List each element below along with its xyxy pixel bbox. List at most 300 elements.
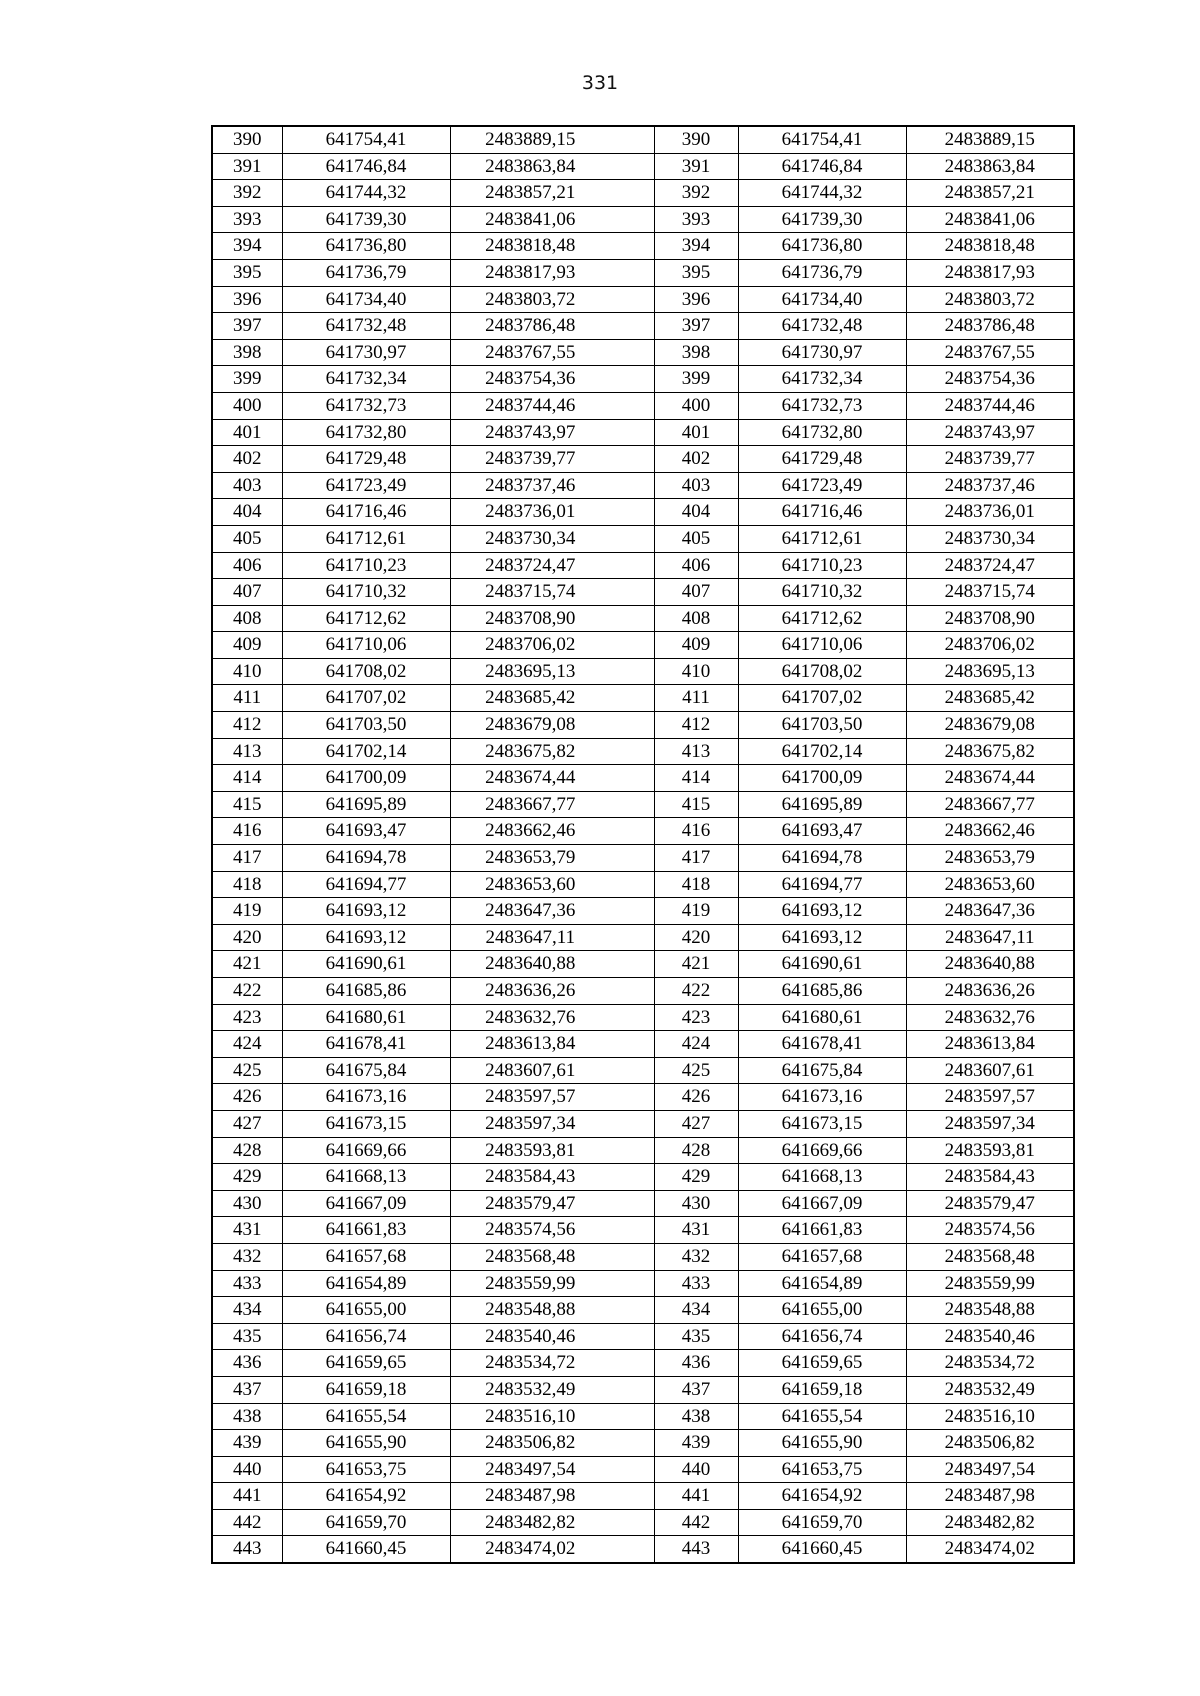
right-point-number: 411 xyxy=(654,685,738,712)
right-x-coordinate: 641694,78 xyxy=(738,845,906,872)
right-x-coordinate: 641739,30 xyxy=(738,206,906,233)
table-row xyxy=(212,552,1086,579)
table-spacer-cell xyxy=(610,233,654,260)
table-row xyxy=(212,180,1086,207)
right-y-coordinate: 2483647,11 xyxy=(906,924,1074,951)
table-spacer-cell xyxy=(610,259,654,286)
right-point-number: 410 xyxy=(654,658,738,685)
table-spacer-cell xyxy=(610,1084,654,1111)
right-point-number: 426 xyxy=(654,1084,738,1111)
left-point-number: 428 xyxy=(212,1137,282,1164)
table-spacer-cell xyxy=(610,1004,654,1031)
table-row xyxy=(212,233,1086,260)
left-y-coordinate: 2483482,82 xyxy=(450,1509,610,1536)
left-y-coordinate: 2483889,15 xyxy=(450,126,610,153)
left-x-coordinate: 641712,62 xyxy=(282,605,450,632)
right-y-coordinate: 2483579,47 xyxy=(906,1190,1074,1217)
right-point-number: 407 xyxy=(654,579,738,606)
left-point-number: 395 xyxy=(212,259,282,286)
left-x-coordinate: 641707,02 xyxy=(282,685,450,712)
table-row xyxy=(212,818,1086,845)
table-spacer-cell xyxy=(610,1350,654,1377)
table-row xyxy=(212,579,1086,606)
right-point-number: 427 xyxy=(654,1110,738,1137)
table-row xyxy=(212,1217,1086,1244)
table-spacer-cell xyxy=(610,1243,654,1270)
left-x-coordinate: 641694,78 xyxy=(282,845,450,872)
right-y-coordinate: 2483607,61 xyxy=(906,1057,1074,1084)
right-y-coordinate: 2483706,02 xyxy=(906,632,1074,659)
right-x-coordinate: 641690,61 xyxy=(738,951,906,978)
right-x-coordinate: 641668,13 xyxy=(738,1164,906,1191)
right-x-coordinate: 641685,86 xyxy=(738,978,906,1005)
right-point-number: 424 xyxy=(654,1031,738,1058)
table-spacer-cell xyxy=(610,685,654,712)
table-spacer-cell xyxy=(610,658,654,685)
table-row xyxy=(212,339,1086,366)
right-y-coordinate: 2483574,56 xyxy=(906,1217,1074,1244)
right-point-number: 442 xyxy=(654,1509,738,1536)
right-point-number: 406 xyxy=(654,552,738,579)
right-x-coordinate: 641730,97 xyxy=(738,339,906,366)
right-x-coordinate: 641732,73 xyxy=(738,392,906,419)
left-y-coordinate: 2483584,43 xyxy=(450,1164,610,1191)
left-y-coordinate: 2483597,34 xyxy=(450,1110,610,1137)
table-spacer-cell xyxy=(610,446,654,473)
right-y-coordinate: 2483516,10 xyxy=(906,1403,1074,1430)
right-point-number: 433 xyxy=(654,1270,738,1297)
right-y-coordinate: 2483597,57 xyxy=(906,1084,1074,1111)
left-x-coordinate: 641716,46 xyxy=(282,499,450,526)
right-x-coordinate: 641653,75 xyxy=(738,1456,906,1483)
left-x-coordinate: 641734,40 xyxy=(282,286,450,313)
right-x-coordinate: 641732,48 xyxy=(738,313,906,340)
table-spacer-cell xyxy=(610,1217,654,1244)
right-x-coordinate: 641708,02 xyxy=(738,658,906,685)
table-spacer-cell xyxy=(610,206,654,233)
right-point-number: 434 xyxy=(654,1297,738,1324)
table-spacer-cell xyxy=(610,951,654,978)
right-point-number: 393 xyxy=(654,206,738,233)
table-row xyxy=(212,472,1086,499)
left-y-coordinate: 2483737,46 xyxy=(450,472,610,499)
right-x-coordinate: 641659,65 xyxy=(738,1350,906,1377)
table-row xyxy=(212,871,1086,898)
right-x-coordinate: 641712,62 xyxy=(738,605,906,632)
right-x-coordinate: 641732,80 xyxy=(738,419,906,446)
right-x-coordinate: 641716,46 xyxy=(738,499,906,526)
table-row xyxy=(212,978,1086,1005)
left-point-number: 442 xyxy=(212,1509,282,1536)
table-spacer-cell xyxy=(610,392,654,419)
right-point-number: 418 xyxy=(654,871,738,898)
right-y-coordinate: 2483715,74 xyxy=(906,579,1074,606)
left-point-number: 404 xyxy=(212,499,282,526)
right-x-coordinate: 641654,92 xyxy=(738,1483,906,1510)
right-point-number: 428 xyxy=(654,1137,738,1164)
left-y-coordinate: 2483754,36 xyxy=(450,366,610,393)
left-y-coordinate: 2483632,76 xyxy=(450,1004,610,1031)
table-spacer-cell xyxy=(610,286,654,313)
table-spacer-cell xyxy=(610,845,654,872)
left-x-coordinate: 641659,70 xyxy=(282,1509,450,1536)
table-spacer-cell xyxy=(610,1430,654,1457)
table-spacer-cell xyxy=(610,499,654,526)
table-row xyxy=(212,1243,1086,1270)
left-x-coordinate: 641685,86 xyxy=(282,978,450,1005)
left-point-number: 402 xyxy=(212,446,282,473)
right-y-coordinate: 2483534,72 xyxy=(906,1350,1074,1377)
right-x-coordinate: 641732,34 xyxy=(738,366,906,393)
left-point-number: 396 xyxy=(212,286,282,313)
left-x-coordinate: 641680,61 xyxy=(282,1004,450,1031)
right-x-coordinate: 641673,16 xyxy=(738,1084,906,1111)
left-point-number: 399 xyxy=(212,366,282,393)
table-spacer-cell xyxy=(610,712,654,739)
right-point-number: 403 xyxy=(654,472,738,499)
left-y-coordinate: 2483653,60 xyxy=(450,871,610,898)
table-spacer-cell xyxy=(610,1376,654,1403)
right-point-number: 397 xyxy=(654,313,738,340)
left-x-coordinate: 641659,65 xyxy=(282,1350,450,1377)
left-y-coordinate: 2483685,42 xyxy=(450,685,610,712)
left-y-coordinate: 2483516,10 xyxy=(450,1403,610,1430)
right-x-coordinate: 641710,23 xyxy=(738,552,906,579)
left-y-coordinate: 2483607,61 xyxy=(450,1057,610,1084)
left-point-number: 430 xyxy=(212,1190,282,1217)
table-spacer-cell xyxy=(610,339,654,366)
left-point-number: 425 xyxy=(212,1057,282,1084)
left-y-coordinate: 2483653,79 xyxy=(450,845,610,872)
right-x-coordinate: 641675,84 xyxy=(738,1057,906,1084)
right-y-coordinate: 2483662,46 xyxy=(906,818,1074,845)
left-point-number: 432 xyxy=(212,1243,282,1270)
left-point-number: 433 xyxy=(212,1270,282,1297)
right-x-coordinate: 641712,61 xyxy=(738,525,906,552)
left-x-coordinate: 641654,92 xyxy=(282,1483,450,1510)
right-point-number: 416 xyxy=(654,818,738,845)
right-x-coordinate: 641693,12 xyxy=(738,898,906,925)
table-row xyxy=(212,1084,1086,1111)
table-spacer-cell xyxy=(610,1190,654,1217)
right-point-number: 390 xyxy=(654,126,738,153)
left-point-number: 437 xyxy=(212,1376,282,1403)
left-point-number: 436 xyxy=(212,1350,282,1377)
left-point-number: 441 xyxy=(212,1483,282,1510)
right-y-coordinate: 2483653,60 xyxy=(906,871,1074,898)
right-x-coordinate: 641723,49 xyxy=(738,472,906,499)
right-y-coordinate: 2483724,47 xyxy=(906,552,1074,579)
left-y-coordinate: 2483679,08 xyxy=(450,712,610,739)
left-point-number: 439 xyxy=(212,1430,282,1457)
left-y-coordinate: 2483708,90 xyxy=(450,605,610,632)
left-y-coordinate: 2483662,46 xyxy=(450,818,610,845)
table-row xyxy=(212,765,1086,792)
table-row xyxy=(212,1137,1086,1164)
table-row xyxy=(212,153,1086,180)
table-spacer-cell xyxy=(610,1456,654,1483)
left-x-coordinate: 641669,66 xyxy=(282,1137,450,1164)
table-spacer-cell xyxy=(610,525,654,552)
table-row xyxy=(212,366,1086,393)
right-x-coordinate: 641680,61 xyxy=(738,1004,906,1031)
left-x-coordinate: 641732,48 xyxy=(282,313,450,340)
table-spacer-cell xyxy=(610,180,654,207)
left-y-coordinate: 2483674,44 xyxy=(450,765,610,792)
table-row xyxy=(212,1031,1086,1058)
left-x-coordinate: 641739,30 xyxy=(282,206,450,233)
right-y-coordinate: 2483568,48 xyxy=(906,1243,1074,1270)
right-point-number: 405 xyxy=(654,525,738,552)
right-x-coordinate: 641655,00 xyxy=(738,1297,906,1324)
left-y-coordinate: 2483767,55 xyxy=(450,339,610,366)
left-point-number: 421 xyxy=(212,951,282,978)
left-x-coordinate: 641655,00 xyxy=(282,1297,450,1324)
right-x-coordinate: 641657,68 xyxy=(738,1243,906,1270)
right-point-number: 412 xyxy=(654,712,738,739)
right-y-coordinate: 2483675,82 xyxy=(906,738,1074,765)
left-point-number: 440 xyxy=(212,1456,282,1483)
left-point-number: 413 xyxy=(212,738,282,765)
left-y-coordinate: 2483613,84 xyxy=(450,1031,610,1058)
left-point-number: 426 xyxy=(212,1084,282,1111)
table-spacer-cell xyxy=(610,126,654,153)
table-spacer-cell xyxy=(610,1536,654,1563)
left-point-number: 417 xyxy=(212,845,282,872)
left-y-coordinate: 2483506,82 xyxy=(450,1430,610,1457)
left-point-number: 424 xyxy=(212,1031,282,1058)
right-point-number: 432 xyxy=(654,1243,738,1270)
left-point-number: 407 xyxy=(212,579,282,606)
left-point-number: 405 xyxy=(212,525,282,552)
right-y-coordinate: 2483754,36 xyxy=(906,366,1074,393)
left-y-coordinate: 2483487,98 xyxy=(450,1483,610,1510)
left-x-coordinate: 641693,12 xyxy=(282,898,450,925)
left-x-coordinate: 641656,74 xyxy=(282,1323,450,1350)
left-point-number: 410 xyxy=(212,658,282,685)
table-row xyxy=(212,1164,1086,1191)
right-point-number: 408 xyxy=(654,605,738,632)
table-row xyxy=(212,1483,1086,1510)
right-point-number: 423 xyxy=(654,1004,738,1031)
table-row xyxy=(212,1190,1086,1217)
table-row xyxy=(212,1509,1086,1536)
left-point-number: 392 xyxy=(212,180,282,207)
right-point-number: 394 xyxy=(654,233,738,260)
left-y-coordinate: 2483559,99 xyxy=(450,1270,610,1297)
right-point-number: 396 xyxy=(654,286,738,313)
table-row xyxy=(212,924,1086,951)
right-point-number: 439 xyxy=(654,1430,738,1457)
table-spacer-cell xyxy=(610,472,654,499)
left-y-coordinate: 2483640,88 xyxy=(450,951,610,978)
left-x-coordinate: 641712,61 xyxy=(282,525,450,552)
table-spacer-cell xyxy=(610,1110,654,1137)
left-y-coordinate: 2483736,01 xyxy=(450,499,610,526)
table-spacer-cell xyxy=(610,1483,654,1510)
right-x-coordinate: 641655,90 xyxy=(738,1430,906,1457)
right-point-number: 415 xyxy=(654,791,738,818)
right-point-number: 441 xyxy=(654,1483,738,1510)
left-x-coordinate: 641673,16 xyxy=(282,1084,450,1111)
left-y-coordinate: 2483647,36 xyxy=(450,898,610,925)
right-x-coordinate: 641693,47 xyxy=(738,818,906,845)
left-y-coordinate: 2483786,48 xyxy=(450,313,610,340)
left-point-number: 427 xyxy=(212,1110,282,1137)
left-y-coordinate: 2483715,74 xyxy=(450,579,610,606)
left-point-number: 409 xyxy=(212,632,282,659)
page-number: 331 xyxy=(581,72,619,94)
table-spacer-cell xyxy=(610,1164,654,1191)
left-x-coordinate: 641746,84 xyxy=(282,153,450,180)
right-y-coordinate: 2483474,02 xyxy=(906,1536,1074,1563)
right-x-coordinate: 641700,09 xyxy=(738,765,906,792)
right-x-coordinate: 641707,02 xyxy=(738,685,906,712)
table-row xyxy=(212,1323,1086,1350)
right-y-coordinate: 2483636,26 xyxy=(906,978,1074,1005)
left-x-coordinate: 641675,84 xyxy=(282,1057,450,1084)
left-point-number: 394 xyxy=(212,233,282,260)
table-spacer-cell xyxy=(610,898,654,925)
right-x-coordinate: 641655,54 xyxy=(738,1403,906,1430)
right-y-coordinate: 2483818,48 xyxy=(906,233,1074,260)
right-point-number: 440 xyxy=(654,1456,738,1483)
right-x-coordinate: 641694,77 xyxy=(738,871,906,898)
right-x-coordinate: 641660,45 xyxy=(738,1536,906,1563)
right-y-coordinate: 2483889,15 xyxy=(906,126,1074,153)
right-x-coordinate: 641734,40 xyxy=(738,286,906,313)
right-y-coordinate: 2483857,21 xyxy=(906,180,1074,207)
left-y-coordinate: 2483739,77 xyxy=(450,446,610,473)
left-x-coordinate: 641729,48 xyxy=(282,446,450,473)
left-x-coordinate: 641700,09 xyxy=(282,765,450,792)
right-y-coordinate: 2483685,42 xyxy=(906,685,1074,712)
table-spacer-cell xyxy=(610,579,654,606)
left-x-coordinate: 641655,54 xyxy=(282,1403,450,1430)
table-spacer-cell xyxy=(610,632,654,659)
table-row xyxy=(212,1536,1086,1563)
left-y-coordinate: 2483744,46 xyxy=(450,392,610,419)
right-y-coordinate: 2483653,79 xyxy=(906,845,1074,872)
left-y-coordinate: 2483532,49 xyxy=(450,1376,610,1403)
left-y-coordinate: 2483597,57 xyxy=(450,1084,610,1111)
right-point-number: 430 xyxy=(654,1190,738,1217)
left-y-coordinate: 2483803,72 xyxy=(450,286,610,313)
right-y-coordinate: 2483632,76 xyxy=(906,1004,1074,1031)
right-point-number: 435 xyxy=(654,1323,738,1350)
left-point-number: 416 xyxy=(212,818,282,845)
right-y-coordinate: 2483482,82 xyxy=(906,1509,1074,1536)
table-row xyxy=(212,791,1086,818)
right-y-coordinate: 2483803,72 xyxy=(906,286,1074,313)
table-spacer-cell xyxy=(610,1323,654,1350)
right-y-coordinate: 2483744,46 xyxy=(906,392,1074,419)
right-point-number: 401 xyxy=(654,419,738,446)
left-point-number: 414 xyxy=(212,765,282,792)
right-point-number: 436 xyxy=(654,1350,738,1377)
right-x-coordinate: 641736,79 xyxy=(738,259,906,286)
right-x-coordinate: 641656,74 xyxy=(738,1323,906,1350)
right-x-coordinate: 641659,70 xyxy=(738,1509,906,1536)
left-y-coordinate: 2483568,48 xyxy=(450,1243,610,1270)
right-x-coordinate: 641702,14 xyxy=(738,738,906,765)
table-row xyxy=(212,845,1086,872)
left-y-coordinate: 2483534,72 xyxy=(450,1350,610,1377)
left-point-number: 420 xyxy=(212,924,282,951)
left-x-coordinate: 641694,77 xyxy=(282,871,450,898)
left-x-coordinate: 641736,79 xyxy=(282,259,450,286)
left-point-number: 435 xyxy=(212,1323,282,1350)
right-x-coordinate: 641695,89 xyxy=(738,791,906,818)
right-y-coordinate: 2483597,34 xyxy=(906,1110,1074,1137)
table-spacer-cell xyxy=(610,366,654,393)
left-x-coordinate: 641660,45 xyxy=(282,1536,450,1563)
right-y-coordinate: 2483548,88 xyxy=(906,1297,1074,1324)
right-y-coordinate: 2483841,06 xyxy=(906,206,1074,233)
left-y-coordinate: 2483818,48 xyxy=(450,233,610,260)
left-point-number: 423 xyxy=(212,1004,282,1031)
right-point-number: 443 xyxy=(654,1536,738,1563)
table-spacer-cell xyxy=(610,313,654,340)
table-row xyxy=(212,898,1086,925)
table-row xyxy=(212,206,1086,233)
right-y-coordinate: 2483647,36 xyxy=(906,898,1074,925)
left-x-coordinate: 641710,06 xyxy=(282,632,450,659)
left-x-coordinate: 641723,49 xyxy=(282,472,450,499)
left-y-coordinate: 2483817,93 xyxy=(450,259,610,286)
left-x-coordinate: 641693,12 xyxy=(282,924,450,951)
right-point-number: 392 xyxy=(654,180,738,207)
left-y-coordinate: 2483857,21 xyxy=(450,180,610,207)
table-row xyxy=(212,126,1086,153)
right-y-coordinate: 2483737,46 xyxy=(906,472,1074,499)
right-x-coordinate: 641744,32 xyxy=(738,180,906,207)
table-row xyxy=(212,1430,1086,1457)
table-row xyxy=(212,1004,1086,1031)
left-x-coordinate: 641667,09 xyxy=(282,1190,450,1217)
right-y-coordinate: 2483674,44 xyxy=(906,765,1074,792)
left-point-number: 429 xyxy=(212,1164,282,1191)
left-x-coordinate: 641754,41 xyxy=(282,126,450,153)
right-y-coordinate: 2483730,34 xyxy=(906,525,1074,552)
right-point-number: 404 xyxy=(654,499,738,526)
table-row xyxy=(212,658,1086,685)
right-x-coordinate: 641736,80 xyxy=(738,233,906,260)
left-y-coordinate: 2483636,26 xyxy=(450,978,610,1005)
left-point-number: 391 xyxy=(212,153,282,180)
left-x-coordinate: 641693,47 xyxy=(282,818,450,845)
right-x-coordinate: 641661,83 xyxy=(738,1217,906,1244)
table-row xyxy=(212,446,1086,473)
table-row xyxy=(212,1456,1086,1483)
left-x-coordinate: 641708,02 xyxy=(282,658,450,685)
table-spacer-cell xyxy=(610,1297,654,1324)
left-y-coordinate: 2483497,54 xyxy=(450,1456,610,1483)
left-y-coordinate: 2483540,46 xyxy=(450,1323,610,1350)
left-point-number: 397 xyxy=(212,313,282,340)
table-row xyxy=(212,1057,1086,1084)
left-x-coordinate: 641702,14 xyxy=(282,738,450,765)
left-point-number: 390 xyxy=(212,126,282,153)
left-y-coordinate: 2483724,47 xyxy=(450,552,610,579)
right-x-coordinate: 641710,06 xyxy=(738,632,906,659)
left-point-number: 422 xyxy=(212,978,282,1005)
right-y-coordinate: 2483584,43 xyxy=(906,1164,1074,1191)
left-x-coordinate: 641732,80 xyxy=(282,419,450,446)
left-x-coordinate: 641730,97 xyxy=(282,339,450,366)
left-x-coordinate: 641710,32 xyxy=(282,579,450,606)
left-point-number: 418 xyxy=(212,871,282,898)
